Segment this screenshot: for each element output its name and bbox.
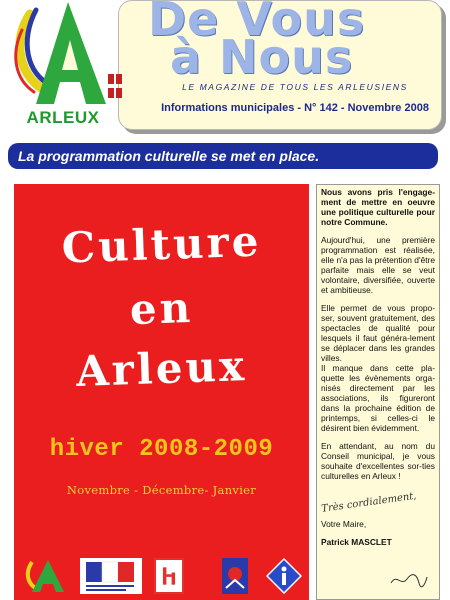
magazine-tagline: LE MAGAZINE DE TOUS LES ARLEUSIENS — [182, 82, 408, 92]
poster-title-en: en — [129, 282, 194, 335]
editorial-paragraph-2: Elle permet de vous propo-ser, souvent gratuitement, des spectacles de qualité pour lesquels il faut généra-lement se déplacer dans les grandes villes. — [321, 303, 435, 363]
republique-francaise-icon — [80, 558, 142, 594]
editorial-paragraph-1: Aujourd'hui, une première programmation est réalisée, elle n'a pas la prétention d'être parfaite mais elle se veut volontaire, diversifiée, ouverte et ambitieuse. — [321, 235, 435, 295]
issue-info: Informations municipales - N° 142 - Novembre 2008 — [161, 102, 429, 114]
headline-bar: La programmation culturelle se met en place. — [8, 143, 438, 169]
masthead — [0, 0, 450, 138]
editorial-lead: Nous avons pris l'engage-ment de mettre en oeuvre une politique culturelle pour notre Commune. — [321, 187, 435, 227]
editorial-column — [316, 184, 440, 600]
arleux-logo — [8, 0, 132, 132]
poster-title-culture: Culture — [60, 216, 263, 273]
h-logo-icon — [154, 558, 184, 594]
signature-scribble-icon — [389, 571, 429, 589]
arleux-logo-icon — [24, 558, 68, 594]
partner-logos — [14, 528, 309, 600]
logo-text: ARLEUX — [26, 108, 100, 127]
poster-months: Novembre - Décembre- Janvier — [66, 483, 257, 497]
magazine-title-line1: De Vous — [148, 0, 366, 46]
editorial-paragraph-3: Il manque dans cette pla-quette les évènements orga-nisés directement par les associations, ils figureront dans la prochaine édition de printemps, si celles-ci le désirent bien évidemment. — [321, 363, 435, 433]
arleux-logo-icon — [8, 0, 132, 110]
signature-name: Patrick MASCLET — [321, 537, 392, 547]
editorial-paragraph-4: En attendant, au nom du Conseil municipal, je vous souhaite d'excellentes sor-ties culturelles en Arleux ! — [321, 441, 435, 481]
poster-title-arleux: Arleux — [75, 341, 248, 396]
info-sign-icon — [266, 558, 302, 594]
poster-season: hiver 2008-2009 — [49, 436, 274, 463]
magazine-title-line2: à Nous — [170, 30, 354, 84]
signature-label: Votre Maire, — [321, 519, 367, 529]
blue-emblem-icon — [222, 558, 248, 594]
poster — [14, 184, 309, 600]
handwritten-greeting: Très cordialement, — [320, 490, 418, 515]
